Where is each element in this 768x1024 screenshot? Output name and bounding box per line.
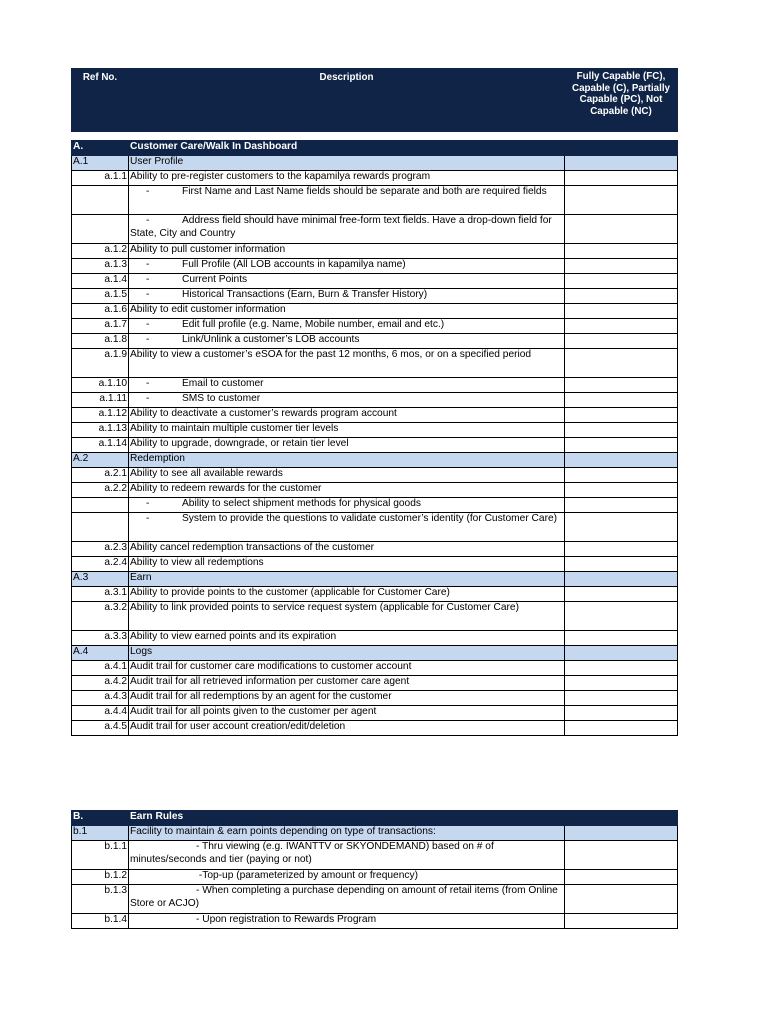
ref-cell: a.3.2 xyxy=(72,602,129,631)
ref-cell xyxy=(72,513,129,542)
table-row xyxy=(72,841,678,870)
description-cell xyxy=(129,691,565,706)
ref-cell: a.1.11 xyxy=(72,393,129,408)
capability-cell[interactable] xyxy=(565,631,678,646)
table-row xyxy=(72,721,678,736)
description-cell xyxy=(129,572,565,587)
bullet-dash: - xyxy=(146,259,150,270)
description-cell xyxy=(129,870,565,885)
capability-cell[interactable] xyxy=(565,587,678,602)
description-cell xyxy=(129,171,565,186)
description-cell xyxy=(129,631,565,646)
table-row xyxy=(72,661,678,676)
description-text: - Upon registration to Rewards Program xyxy=(196,914,377,925)
description-text: Audit trail for all retrieved information per customer care agent xyxy=(130,676,410,687)
description-text: Audit trail for all redemptions by an agent for the customer xyxy=(130,691,392,702)
description-text: - When completing a purchase depending on amount of retail items (from Online Store or ACJO) xyxy=(130,885,558,909)
bullet-dash: - xyxy=(146,215,150,226)
table-row xyxy=(72,438,678,453)
capability-cell[interactable] xyxy=(565,914,678,929)
capability-cell[interactable] xyxy=(565,319,678,334)
description-text: System to provide the questions to validate customer’s identity (for Customer Care) xyxy=(182,513,558,524)
section-b-table xyxy=(71,810,678,929)
table-row xyxy=(72,676,678,691)
capability-cell[interactable] xyxy=(565,811,678,826)
capability-cell[interactable] xyxy=(565,572,678,587)
ref-cell xyxy=(72,186,129,215)
description-cell xyxy=(129,468,565,483)
capability-cell[interactable] xyxy=(565,602,678,631)
description-cell xyxy=(129,914,565,929)
capability-cell[interactable] xyxy=(565,542,678,557)
bullet-dash: - xyxy=(146,186,150,197)
description-text: SMS to customer xyxy=(182,393,261,404)
table-row xyxy=(72,171,678,186)
ref-cell: a.2.2 xyxy=(72,483,129,498)
description-text: Address field should have minimal free-form text fields. Have a drop-down field for State, City and Country xyxy=(130,215,552,239)
capability-cell[interactable] xyxy=(565,885,678,914)
header-ref-no: Ref No. xyxy=(72,69,129,132)
subsection-row xyxy=(72,453,678,468)
capability-cell[interactable] xyxy=(565,453,678,468)
section-ref: A. xyxy=(72,141,129,156)
table-row xyxy=(72,602,678,631)
description-text: First Name and Last Name fields should be separate and both are required fields xyxy=(182,186,547,197)
section-ref: B. xyxy=(72,811,129,826)
capability-cell[interactable] xyxy=(565,646,678,661)
ref-cell: a.1.4 xyxy=(72,274,129,289)
description-text: Ability to link provided points to service request system (applicable for Customer Care) xyxy=(130,602,519,613)
section-title: Earn Rules xyxy=(129,811,565,826)
header-description: Description xyxy=(129,69,565,132)
bullet-dash: - xyxy=(146,289,150,300)
capability-cell[interactable] xyxy=(565,289,678,304)
capability-cell[interactable] xyxy=(565,423,678,438)
ref-cell: a.1.14 xyxy=(72,438,129,453)
capability-cell[interactable] xyxy=(565,438,678,453)
ref-cell: b.1.3 xyxy=(72,885,129,914)
capability-cell[interactable] xyxy=(565,483,678,498)
ref-cell: a.4.3 xyxy=(72,691,129,706)
ref-cell: a.1.12 xyxy=(72,408,129,423)
description-cell xyxy=(129,453,565,468)
section-title: Customer Care/Walk In Dashboard xyxy=(129,141,565,156)
ref-cell: a.1.3 xyxy=(72,259,129,274)
description-cell xyxy=(129,349,565,378)
table-row xyxy=(72,378,678,393)
description-cell xyxy=(129,408,565,423)
subsection-row xyxy=(72,646,678,661)
capability-cell[interactable] xyxy=(565,334,678,349)
ref-cell: a.1.13 xyxy=(72,423,129,438)
description-text: Email to customer xyxy=(182,378,264,389)
description-cell xyxy=(129,661,565,676)
capability-cell[interactable] xyxy=(565,259,678,274)
subsection-row xyxy=(72,572,678,587)
subsection-row xyxy=(72,826,678,841)
table-row xyxy=(72,483,678,498)
capability-cell[interactable] xyxy=(565,557,678,572)
table-row xyxy=(72,259,678,274)
capability-cell[interactable] xyxy=(565,244,678,259)
description-text: Redemption xyxy=(130,453,185,464)
description-text: Link/Unlink a customer’s LOB accounts xyxy=(182,334,360,345)
description-cell xyxy=(129,498,565,513)
description-text: Ability to view a customer’s eSOA for the past 12 months, 6 mos, or on a specified period xyxy=(130,349,532,360)
description-text: Ability cancel redemption transactions of the customer xyxy=(130,542,375,553)
description-cell xyxy=(129,304,565,319)
description-text: Logs xyxy=(130,646,153,657)
bullet-dash: - xyxy=(146,513,150,524)
capability-cell[interactable] xyxy=(565,274,678,289)
description-cell xyxy=(129,513,565,542)
capability-cell[interactable] xyxy=(565,393,678,408)
capability-cell[interactable] xyxy=(565,186,678,215)
description-cell xyxy=(129,841,565,870)
ref-cell: b.1.2 xyxy=(72,870,129,885)
bullet-dash: - xyxy=(146,393,150,404)
table-row xyxy=(72,914,678,929)
ref-cell: A.4 xyxy=(72,646,129,661)
description-cell xyxy=(129,721,565,736)
ref-cell: a.2.3 xyxy=(72,542,129,557)
description-text: Audit trail for user account creation/edit/deletion xyxy=(130,721,346,732)
table-row xyxy=(72,319,678,334)
description-text: Ability to provide points to the customer (applicable for Customer Care) xyxy=(130,587,450,598)
ref-cell: a.1.9 xyxy=(72,349,129,378)
table-row xyxy=(72,244,678,259)
description-cell xyxy=(129,274,565,289)
capability-cell[interactable] xyxy=(565,721,678,736)
table-row xyxy=(72,885,678,914)
table-row xyxy=(72,870,678,885)
description-cell xyxy=(129,334,565,349)
description-cell xyxy=(129,289,565,304)
ref-cell: b.1.4 xyxy=(72,914,129,929)
table-row xyxy=(72,334,678,349)
table-row xyxy=(72,215,678,244)
subsection-row xyxy=(72,156,678,171)
description-cell xyxy=(129,156,565,171)
capability-cell[interactable] xyxy=(565,661,678,676)
description-text: Ability to view all redemptions xyxy=(130,557,264,568)
capability-cell[interactable] xyxy=(565,826,678,841)
ref-cell: a.4.5 xyxy=(72,721,129,736)
capability-cell[interactable] xyxy=(565,870,678,885)
table-row xyxy=(72,557,678,572)
description-text: User Profile xyxy=(130,156,184,167)
table-row xyxy=(72,289,678,304)
capability-cell[interactable] xyxy=(565,408,678,423)
description-cell xyxy=(129,319,565,334)
capability-cell[interactable] xyxy=(565,841,678,870)
description-text: Ability to redeem rewards for the customer xyxy=(130,483,322,494)
table-row xyxy=(72,274,678,289)
ref-cell xyxy=(72,215,129,244)
ref-cell: a.2.1 xyxy=(72,468,129,483)
capability-cell[interactable] xyxy=(565,304,678,319)
ref-cell: a.4.4 xyxy=(72,706,129,721)
ref-cell: a.3.1 xyxy=(72,587,129,602)
ref-cell: A.2 xyxy=(72,453,129,468)
description-text: Ability to maintain multiple customer tier levels xyxy=(130,423,339,434)
header-table xyxy=(71,68,678,132)
description-text: Audit trail for customer care modifications to customer account xyxy=(130,661,412,672)
description-text: Earn xyxy=(130,572,152,583)
ref-cell: a.4.2 xyxy=(72,676,129,691)
description-text: Historical Transactions (Earn, Burn & Transfer History) xyxy=(182,289,428,300)
description-cell xyxy=(129,676,565,691)
capability-cell[interactable] xyxy=(565,215,678,244)
ref-cell: a.1.6 xyxy=(72,304,129,319)
ref-cell: a.1.10 xyxy=(72,378,129,393)
capability-cell[interactable] xyxy=(565,141,678,156)
capability-cell[interactable] xyxy=(565,156,678,171)
description-cell xyxy=(129,557,565,572)
ref-cell: a.4.1 xyxy=(72,661,129,676)
table-row xyxy=(72,186,678,215)
table-row xyxy=(72,304,678,319)
description-cell xyxy=(129,542,565,557)
ref-cell: a.1.1 xyxy=(72,171,129,186)
description-cell xyxy=(129,378,565,393)
description-cell xyxy=(129,438,565,453)
description-text: Full Profile (All LOB accounts in kapamilya name) xyxy=(182,259,406,270)
capability-cell[interactable] xyxy=(565,676,678,691)
description-cell xyxy=(129,259,565,274)
description-cell xyxy=(129,587,565,602)
ref-cell: A.3 xyxy=(72,572,129,587)
bullet-dash: - xyxy=(146,498,150,509)
description-cell xyxy=(129,244,565,259)
ref-cell: a.1.7 xyxy=(72,319,129,334)
description-cell xyxy=(129,602,565,631)
description-text: Edit full profile (e.g. Name, Mobile number, email and etc.) xyxy=(182,319,445,330)
ref-cell: a.3.3 xyxy=(72,631,129,646)
table-row xyxy=(72,706,678,721)
capability-cell[interactable] xyxy=(565,378,678,393)
capability-cell[interactable] xyxy=(565,171,678,186)
description-text: - Thru viewing (e.g. IWANTTV or SKYONDEMAND) based on # of minutes/seconds and tier (paying or not) xyxy=(130,841,494,865)
description-text: Ability to pull customer information xyxy=(130,244,286,255)
table-row xyxy=(72,393,678,408)
table-row xyxy=(72,513,678,542)
description-text: Ability to view earned points and its expiration xyxy=(130,631,337,642)
table-row xyxy=(72,631,678,646)
capability-cell[interactable] xyxy=(565,468,678,483)
description-cell xyxy=(129,885,565,914)
ref-cell: A.1 xyxy=(72,156,129,171)
description-cell xyxy=(129,423,565,438)
description-text: Current Points xyxy=(182,274,248,285)
description-cell xyxy=(129,706,565,721)
description-cell xyxy=(129,826,565,841)
capability-cell[interactable] xyxy=(565,706,678,721)
ref-cell: a.1.8 xyxy=(72,334,129,349)
capability-cell[interactable] xyxy=(565,349,678,378)
description-text: Ability to edit customer information xyxy=(130,304,286,315)
description-text: Ability to select shipment methods for physical goods xyxy=(182,498,421,509)
table-row xyxy=(72,498,678,513)
description-text: Ability to deactivate a customer’s rewards program account xyxy=(130,408,397,419)
description-cell xyxy=(129,215,565,244)
description-cell xyxy=(129,646,565,661)
bullet-dash: - xyxy=(146,274,150,285)
description-cell xyxy=(129,186,565,215)
capability-cell[interactable] xyxy=(565,691,678,706)
table-row xyxy=(72,468,678,483)
bullet-dash: - xyxy=(146,334,150,345)
description-text: -Top-up (parameterized by amount or frequency) xyxy=(196,870,418,881)
table-row xyxy=(72,423,678,438)
capability-cell[interactable] xyxy=(565,498,678,513)
header-capability: Fully Capable (FC), Capable (C), Partially Capable (PC), Not Capable (NC) xyxy=(565,69,678,132)
description-text: Ability to see all available rewards xyxy=(130,468,283,479)
capability-cell[interactable] xyxy=(565,513,678,542)
bullet-dash: - xyxy=(146,378,150,389)
table-row xyxy=(72,349,678,378)
table-row xyxy=(72,542,678,557)
table-row xyxy=(72,587,678,602)
ref-cell: a.2.4 xyxy=(72,557,129,572)
ref-cell: b.1.1 xyxy=(72,841,129,870)
description-text: Audit trail for all points given to the customer per agent xyxy=(130,706,377,717)
description-text: Ability to upgrade, downgrade, or retain tier level xyxy=(130,438,349,449)
table-row xyxy=(72,691,678,706)
bullet-dash: - xyxy=(146,319,150,330)
description-text: Facility to maintain & earn points depending on type of transactions: xyxy=(130,826,436,837)
description-text: Ability to pre-register customers to the kapamilya rewards program xyxy=(130,171,431,182)
ref-cell: a.1.5 xyxy=(72,289,129,304)
table-row xyxy=(72,408,678,423)
ref-cell: a.1.2 xyxy=(72,244,129,259)
ref-cell: b.1 xyxy=(72,826,129,841)
description-cell xyxy=(129,483,565,498)
ref-cell xyxy=(72,498,129,513)
section-a-table xyxy=(71,140,678,736)
description-cell xyxy=(129,393,565,408)
